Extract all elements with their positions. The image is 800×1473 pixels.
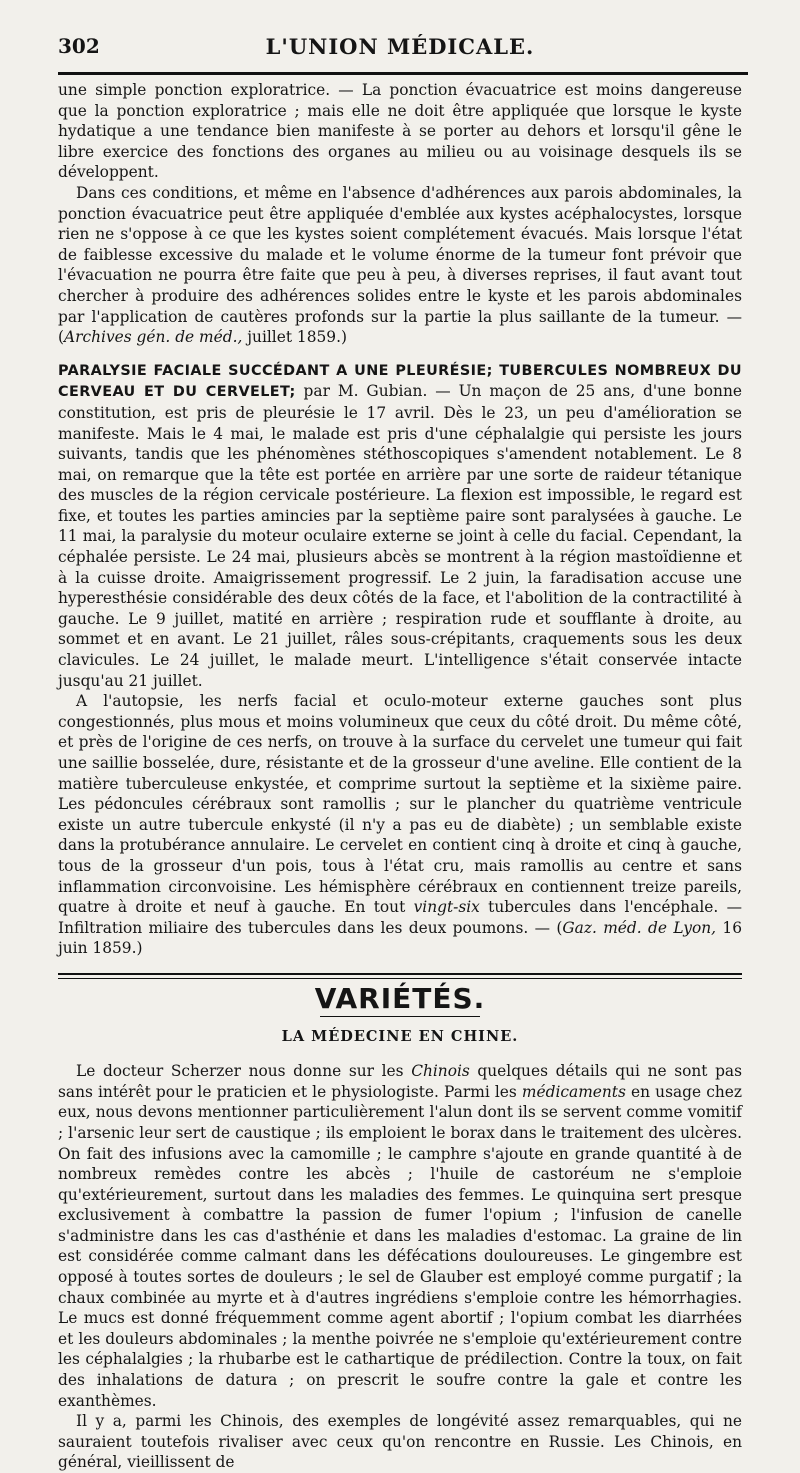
page-number: 302 xyxy=(58,34,100,58)
paragraph-text: par M. Gubian. — Un maçon de 25 ans, d'une bonne constitution, est pris de pleurésie le 17 avril. Dès le 23, un peu d'amélioration se manifeste. Mais le 4 mai, le malade est pris d'une céphalalgie qui persiste les jours suivants, tandis que les phénomènes stéthoscopiques s'amendent notablement. Le 8 mai, on remarque que la tête est portée en arrière par une sorte de raideur tétanique des muscles de la région cervicale postérieure. La flexion est impossible, le regard est fixe, et toutes les parties amincies par la septième paire sont paralysées à gauche. Le 11 mai, la paralysie du moteur oculaire externe se joint à celle du facial. Cependant, la céphalée persiste. Le 24 mai, plusieurs abcès se montrent à la région mastoïdienne et à la cuisse droite. Amaigrissement progressif. Le 2 juin, la faradisation accuse une hyperesthésie considérable des deux côtés de la face, et l'abolition de la contractilité à gauche. Le 9 juillet, matité en arrière ; respiration rude et soufflante à droite, au sommet et en avant. Le 21 juillet, râles sous-crépitants, craquements sous les deux clavicules. Le 24 juillet, le malade meurt. L'intelligence s'était conservée intacte jusqu'au 21 juillet. xyxy=(58,382,742,690)
running-head: L'UNION MÉDICALE. xyxy=(265,34,535,59)
page-body xyxy=(58,80,742,1473)
section-gap xyxy=(58,348,742,360)
paragraph-longevite: Il y a, parmi les Chinois, des exemples de longévité assez remarquables, qui ne sauraient toutefois rivaliser avec ceux qu'on rencontre en Russie. Les Chinois, en général, vieillissent de xyxy=(58,1412,742,1472)
citation-date: 16 juin 1859.) xyxy=(58,918,742,958)
header-rule xyxy=(58,72,748,75)
paragraph-text: tubercules dans l'encéphale. — Infiltration miliaire des tubercules dans les deux poumons. — ( xyxy=(58,898,742,937)
paragraph-paralysie xyxy=(58,360,742,692)
paragraph-text: en usage chez eux, nous devons mentionner particulièrement l'alun dont ils se servent comme vomitif ; l'arsenic leur sert de caustique ; ils emploient le borax dans le traitement des ulcères. On fait des infusions avec la camomille ; le camphre s'ajoute en grande quantité à de nombreux remèdes contre les abcès ; l'huile de castoréum ne s'emploie qu'extérieurement, surtout dans les maladies des femmes. Le quinquina sert presque exclusivement à combattre la passion de fumer l'opium ; l'infusion de canelle s'administre dans les cas d'asthénie et dans les maladies d'estomac. La graine de lin est considérée comme calmant dans les défécations douloureuses. Le gingembre est opposé à toutes sortes de douleurs ; le sel de Glauber est employé comme purgatif ; la chaux combinée au myrte et à d'autres ingrédiens s'emploie contre les hémorrhagies. Le mucs est donné fréquemment comme agent abortif ; l'opium combat les diarrhées et les douleurs abdominales ; la menthe poivrée ne s'emploie qu'extérieurement contre les céphalalgies ; la rhubarbe est le cathartique de prédilection. Contre la toux, on fait des inhalations de datura ; on prescrit le soufre contre la gale et contre les exanthèmes. xyxy=(58,1082,742,1410)
emphasis-text: vingt-six xyxy=(413,898,480,917)
emphasis-text: médicaments xyxy=(521,1082,626,1101)
paragraph-medecine-chine xyxy=(58,1061,742,1411)
subsection-title: LA MÉDECINE EN CHINE. xyxy=(281,1027,519,1045)
title-underline xyxy=(320,1016,480,1017)
paragraph-text: Le docteur Scherzer nous donne sur les xyxy=(76,1062,412,1081)
section-title: VARIÉTÉS. xyxy=(314,981,486,1015)
paragraph-adherences xyxy=(58,183,742,348)
citation-source: Gaz. méd. de Lyon, xyxy=(562,918,717,937)
section-divider xyxy=(58,973,742,979)
paragraph-autopsie xyxy=(58,691,742,959)
paragraph-ponction: une simple ponction exploratrice. — La ponction évacuatrice est moins dangereuse que la ponction exploratrice ; mais elle ne doit être appliquée que lorsque le kyste hydatique a une tendance bien manifeste à se porter au dehors et lorsqu'il gêne le libre exercice des fonctions des organes au milieu ou au voisinage desquels ils se développent. xyxy=(58,81,742,182)
article-heading: PARALYSIE FACIALE SUCCÉDANT A UNE PLEURÉSIE; TUBERCULES NOMBREUX DU CERVEAU ET DU CERVELET; xyxy=(58,362,742,401)
paragraph-text: quelques détails qui ne sont pas sans intérêt pour le praticien et le physiologiste. Parmi les xyxy=(58,1062,743,1101)
emphasis-text: Chinois xyxy=(411,1062,470,1081)
citation-source: Archives gén. de méd., xyxy=(64,328,243,347)
paragraph-text: Dans ces conditions, et même en l'absence d'adhérences aux parois abdominales, la ponction évacuatrice peut être appliquée d'emblée aux kystes acéphalocystes, lorsque rien ne s'oppose à ce que les kystes soient complétement évacués. Mais lorsque l'état de faiblesse excessive du malade et le volume énorme de la tumeur font prévoir que l'évacuation ne pourra être faite que peu à peu, à diverses reprises, il faut avant tout chercher à produire des adhérences solides entre le kyste et les parois abdominales par l'application de cautères profonds sur la partie la plus saillante de la tumeur. — ( xyxy=(58,183,742,347)
paragraph-text: A l'autopsie, les nerfs facial et oculo-moteur externe gauches sont plus congestionnés, plus mous et moins volumineux que ceux du côté droit. Du même côté, et près de l'origine de ces nerfs, on trouve à la surface du cervelet une tumeur qui fait une saillie bosselée, dure, résistante et de la grosseur d'une aveline. Elle contient de la matière tuberculeuse enkystée, et comprime surtout la septième et la sixième paire. Les pédoncules cérébraux sont ramollis ; sur le plancher du quatrième ventricule existe un autre tubercule enkysté (il n'y a pas eu de diabète) ; un semblable existe dans la protubérance annulaire. Le cervelet en contient cinq à droite et cinq à gauche, tous de la grosseur d'un pois, tous à l'état cru, mais ramollis au centre et sans inflammation circonvoisine. Les hémisphère cérébraux en contiennent treize pareils, quatre à droite et neuf à gauche. En tout xyxy=(58,692,742,917)
page-header xyxy=(58,28,742,62)
citation-date: juillet 1859.) xyxy=(242,328,347,347)
